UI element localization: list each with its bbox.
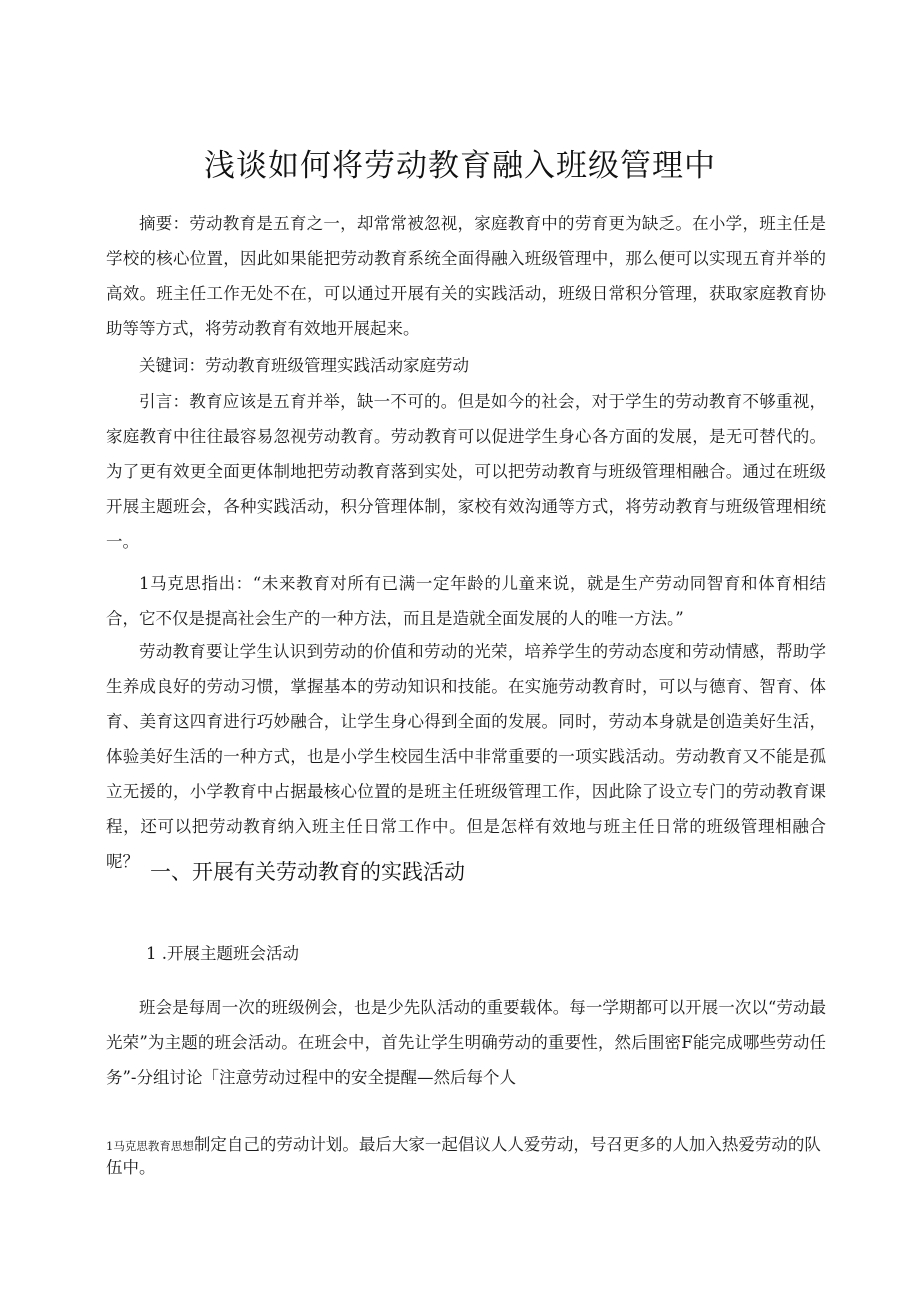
class-meeting-paragraph: 班会是每周一次的班级例会，也是少先队活动的重要载体。每一学期都可以开展一次以“劳动最光荣”为主题的班会活动。在班会中，首先让学生明确劳动的重要性，然后围密F能完成哪些劳动任务”-分组讨论「注意劳动过程中的安全提醒—然后每个人 xyxy=(106,998,826,1087)
subheading: 1 .开展主题班会活动 xyxy=(146,944,299,963)
intro-paragraph: 引言：教育应该是五育并举，缺一不可的。但是如今的社会，对于学生的劳动教育不够重视，家庭教育中往往最容易忽视劳动教育。劳动教育可以促进学生身心各方面的发展，是无可替代的。为了更有效更全面更体制地把劳动教育落到实处，可以把劳动教育与班级管理相融合。通过在班级开展主题班会，各种实践活动，积分管理体制，家校有效沟通等方式，将劳动教育与班级管理相统一。 xyxy=(106,392,826,551)
footnote-label: 1马克思教育思想 xyxy=(106,1139,194,1153)
footnote-continuation: 制定自己的劳动计划。最后大家一起倡议人人爱劳动，号召更多的人加入热爱劳动的队伍中。 xyxy=(106,1135,821,1177)
keywords-line: 关键词：劳动教育班级管理实践活动家庭劳动 xyxy=(139,356,469,375)
footnote xyxy=(106,1134,826,1179)
page-title: 浅谈如何将劳动教育融入班级管理中 xyxy=(204,148,716,184)
labor-education-paragraph: 劳动教育要让学生认识到劳动的价值和劳动的光荣，培养学生的劳动态度和劳动情感，帮助学生养成良好的劳动习惯，掌握基本的劳动知识和技能。在实施劳动教育时，可以与德育、智育、体育、美育这四育进行巧妙融合，让学生身心得到全面的发展。同时，劳动本身就是创造美好生活，体验美好生活的一种方式，也是小学生校园生活中非常重要的一项实践活动。劳动教育又不能是孤立无援的，小学教育中占据最核心位置的是班主任班级管理工作，因此除了设立专门的劳动教育课程，还可以把劳动教育纳入班主任日常工作中。但是怎样有效地与班主任日常的班级管理相融合呢？ xyxy=(106,642,826,871)
abstract-paragraph: 摘要：劳动教育是五育之一，却常常被忽视，家庭教育中的劳育更为缺乏。在小学，班主任是学校的核心位置，因此如果能把劳动教育系统全面得融入班级管理中，那么便可以实现五育并举的高效。班主任工作无处不在，可以通过开展有关的实践活动，班级日常积分管理，获取家庭教育协助等等方式，将劳动教育有效地开展起来。 xyxy=(106,214,826,338)
marx-quote-paragraph: 1马克思指出：“未来教育对所有已满一定年龄的儿童来说，就是生产劳动同智育和体育相结合，它不仅是提高社会生产的一种方法，而且是造就全面发展的人的唯一方法。” xyxy=(106,574,826,628)
section-heading: 一、开展有关劳动教育的实践活动 xyxy=(150,860,465,884)
